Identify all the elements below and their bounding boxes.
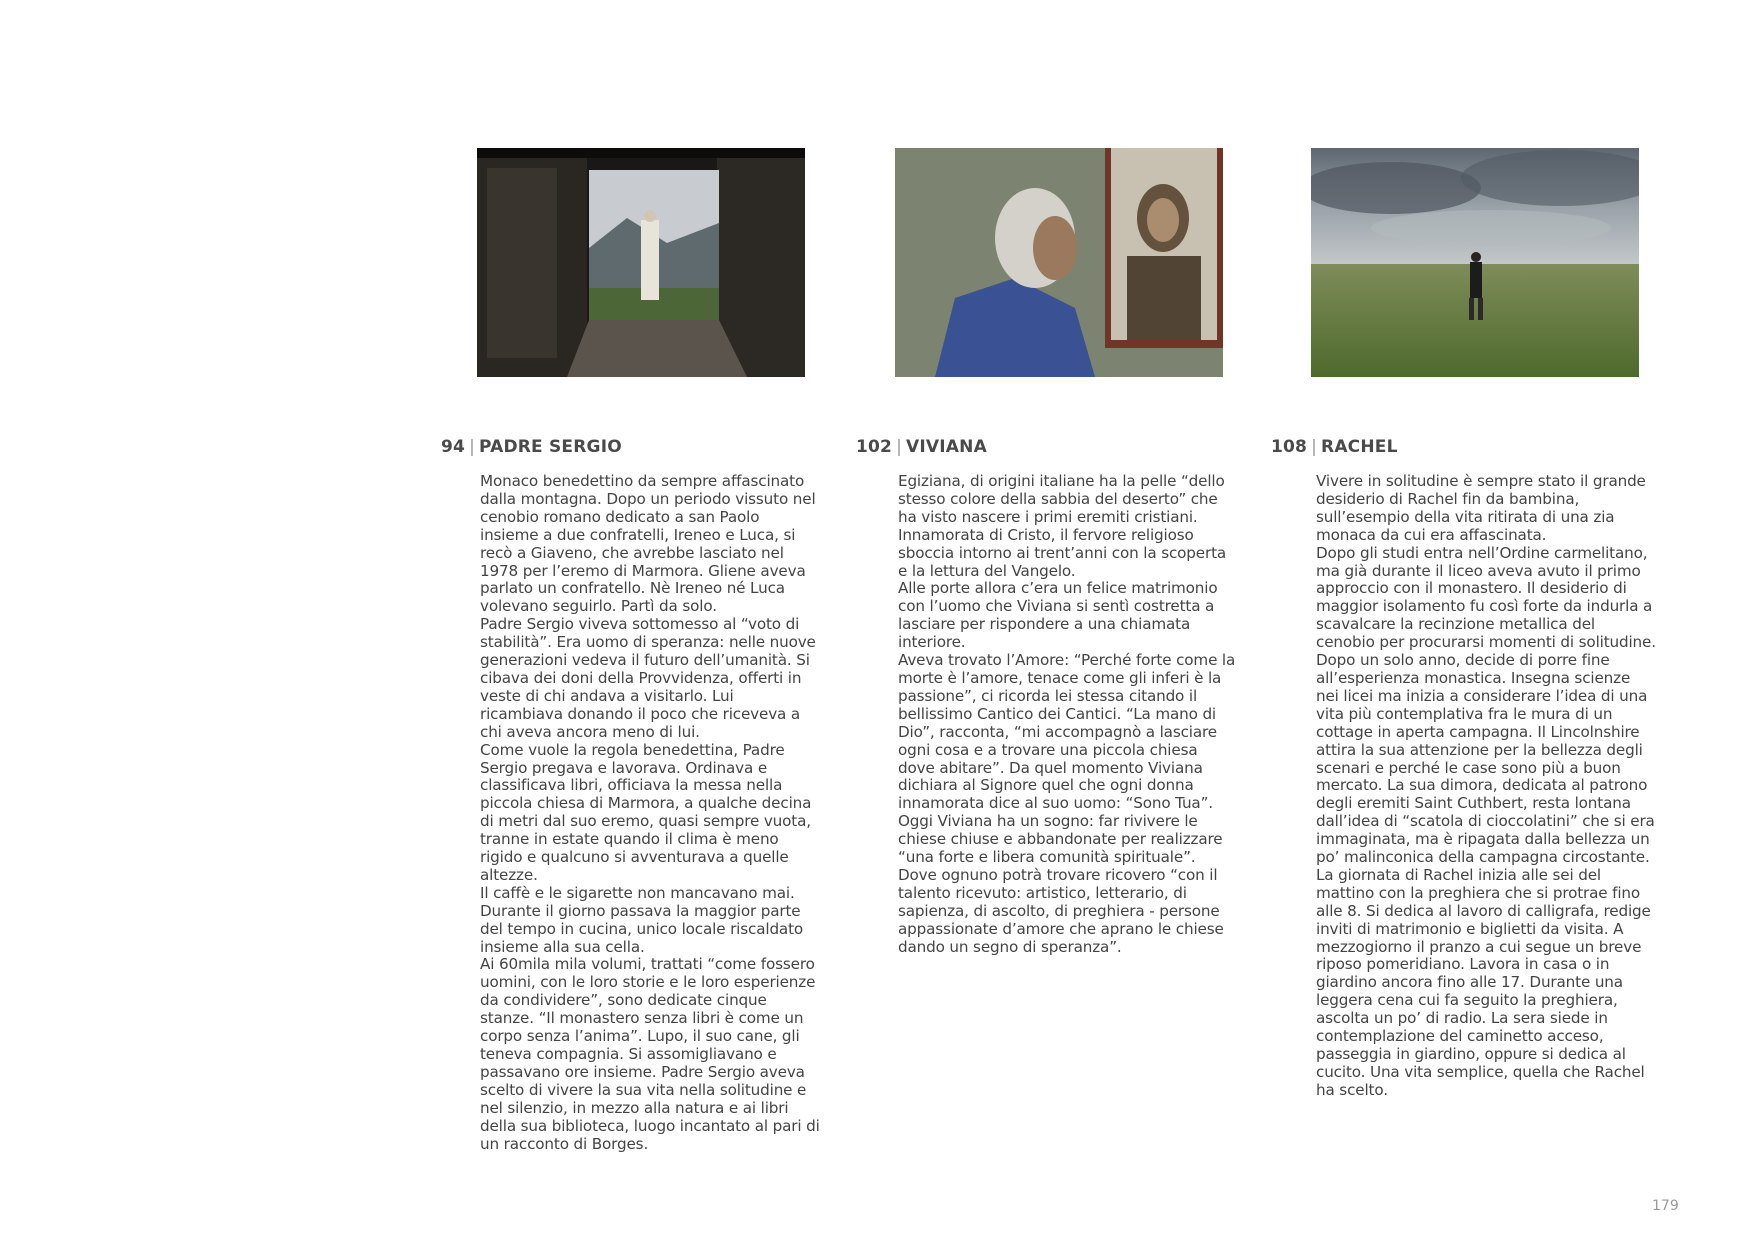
body-paragraph: Oggi Viviana ha un sogno: far rivivere le chiese chiuse e abbandonate per realizzare “una forte e libera comunità spirituale”. Dove ognuno potrà trovare ricovero “con il talento ricevuto: artistico, letterario, di sapienza, di ascolto, di preghiera - persone appassionate d’amore che aprano le chiese dando un segno di speranza”.	[898, 812, 1224, 956]
entry-heading-rachel	[1271, 437, 1398, 457]
body-paragraph: Come vuole la regola benedettina, Padre Sergio pregava e lavorava. Ordinava e classificava libri, officiava la messa nella piccola chiesa di Marmora, a qualche decina di metri dal suo eremo, quasi sempre vuota, tranne in estate quando il clima è meno rigido e qualcuno si avventurava a quelle altezze.	[480, 740, 812, 884]
body-paragraph: Alle porte allora c’era un felice matrimonio con l’uomo che Viviana si sentì costretta a lasciare per rispondere a una chiamata interiore.	[898, 579, 1218, 652]
body-paragraph: Egiziana, di origini italiane ha la pelle “dello stesso colore della sabbia del deserto” che ha visto nascere i primi eremiti cristiani. Innamorata di Cristo, il fervore religioso sboccia intorno ai trent’anni con la scoperta e la lettura del Vangelo.	[898, 472, 1227, 580]
photo-rachel	[1311, 148, 1639, 377]
body-paragraph: Monaco benedettino da sempre affascinato dalla montagna. Dopo un periodo vissuto nel cenobio romano dedicato a san Paolo insieme a due confratelli, Ireneo e Luca, si recò a Giaveno, che avrebbe lasciato nel 1978 per l’eremo di Marmora. Gliene aveva parlato un confratello. Nè Ireneo né Luca volevano seguirlo. Partì da solo.	[480, 472, 816, 616]
page-number: 179	[1652, 1198, 1679, 1214]
body-paragraph: Padre Sergio viveva sottomesso al “voto di stabilità”. Era uomo di speranza: nelle nuove generazioni vedeva il futuro dell’umanità. Si cibava dei doni della Provvidenza, offerti in veste di chi andava a visitarlo. Lui ricambiava donando il poco che riceveva a chi aveva ancora meno di lui.	[480, 615, 816, 741]
entry-body-viviana	[898, 473, 1238, 956]
body-paragraph: Vivere in solitudine è sempre stato il grande desiderio di Rachel fin da bambina, sull’esempio della vita ritirata di una zia monaca da cui era affascinata.	[1316, 472, 1646, 544]
heading-separator: |	[896, 437, 903, 457]
entry-name: VIVIANA	[906, 437, 987, 457]
entry-name: PADRE SERGIO	[479, 437, 622, 457]
heading-separator: |	[1311, 437, 1318, 457]
page-reference: 102	[856, 437, 893, 457]
entry-body-rachel	[1316, 473, 1656, 1100]
heading-separator: |	[469, 437, 475, 457]
entry-heading-viviana	[856, 437, 987, 457]
entry-body-padre-sergio	[480, 473, 820, 1153]
photo-viviana	[895, 148, 1223, 377]
body-paragraph: Aveva trovato l’Amore: “Perché forte come la morte è l’amore, tenace come gli inferi è la passione”, ci ricorda lei stessa citando il bellissimo Cantico dei Cantici. “La mano di Dio”, racconta, “mi accompagnò a lasciare ogni cosa e a trovare una piccola chiesa dove abitare”. Da quel momento Viviana dichiara al Signore quel che ogni donna innamorata dice al suo uomo: “Sono Tua”.	[898, 651, 1236, 813]
body-paragraph: Il caffè e le sigarette non mancavano mai. Durante il giorno passava la maggior parte del tempo in cucina, unico locale riscaldato insieme alla sua cella.	[480, 883, 804, 956]
body-paragraph: Ai 60mila mila volumi, trattati “come fossero uomini, con le loro storie e le loro esperienze da condividere”, sono dedicate cinque stanze. “Il monastero senza libri è come un corpo senza l’anima”. Lupo, il suo cane, gli teneva compagnia. Si assomigliavano e passavano ore insieme. Padre Sergio aveva scelto di vivere la sua vita nella solitudine e nel silenzio, in mezzo alla natura e ai libri della sua biblioteca, luogo incantato al pari di un racconto di Borges.	[480, 955, 820, 1153]
entry-heading-padre-sergio	[441, 437, 622, 457]
page-reference: 94	[441, 437, 466, 457]
photo-padre-sergio	[477, 148, 805, 377]
entry-name: RACHEL	[1321, 437, 1398, 457]
page-reference: 108	[1271, 437, 1308, 457]
body-paragraph: Dopo gli studi entra nell’Ordine carmelitano, ma già durante il liceo aveva avuto il primo approccio con il monastero. Il desiderio di maggior isolamento fu così forte da indurla a scavalcare la recinzione metallica del cenobio per procurarsi momenti di solitudine. Dopo un solo anno, decide di porre fine all’esperienza monastica. Insegna scienze nei licei ma inizia a considerare l’idea di una vita più contemplativa fra le mura di un cottage in aperta campagna. Il Lincolnshire attira la sua attenzione per la bellezza degli scenari e perché le case sono più a buon mercato. La sua dimora, dedicata al patrono degli eremiti Saint Cuthbert, resta lontana dall’idea di “scatola di cioccolatini” che si era immaginata, ma è ripagata dalla bellezza un po’ malinconica della campagna circostante. La giornata di Rachel inizia alle sei del mattino con la preghiera che si protrae fino alle 8. Si dedica al lavoro di calligrafa, redige inviti di matrimonio e biglietti da visita. A mezzogiorno il pranzo a cui segue un breve riposo pomeridiano. Lavora in casa o in giardino ancora fino alle 17. Durante una leggera cena cui fa seguito la preghiera, ascolta un po’ di radio. La sera siede in contemplazione del caminetto acceso, passeggia in giardino, oppure si dedica al cucito. Una vita semplice, quella che Rachel ha scelto.	[1316, 543, 1656, 1099]
